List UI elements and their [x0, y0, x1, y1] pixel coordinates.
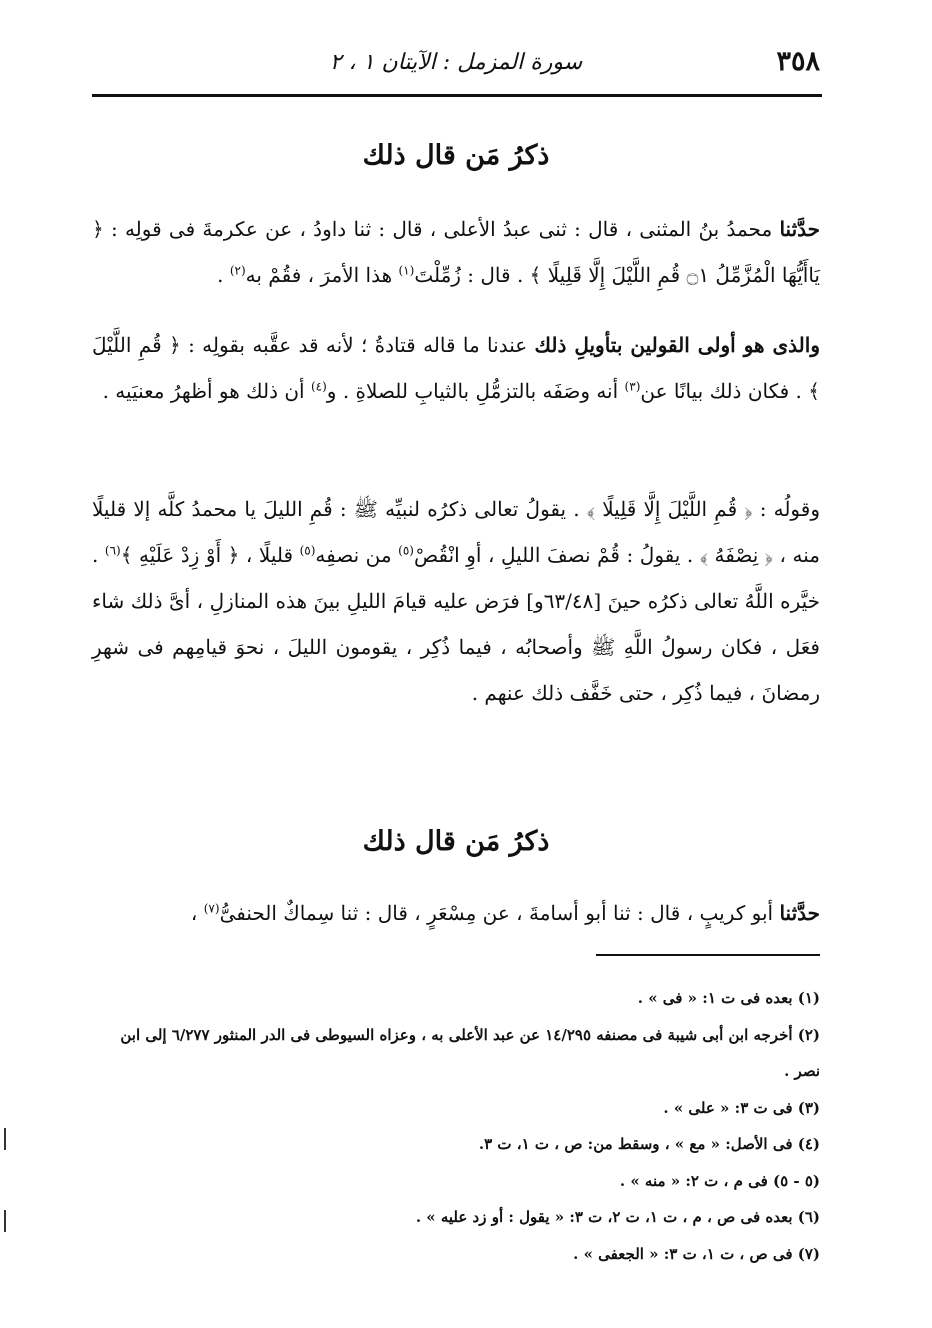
paragraph-2-text: عندنا ما قاله قتادةُ ؛ لأنه قد عقَّبه بقولِه : ﴿ قُمِ اللَّيْلَ ﴾ . فكان ذلك بيانًا عن	[92, 333, 820, 403]
paragraph-1-text: محمدُ بنُ المثنى ، قال : ثنى عبدُ الأعلى ، قال : ثنا داودُ ، عن عكرمةَ فى قولِه : ﴿ يَاأَيُّهَا الْمُزَّمِّلُ ۝١ قُمِ اللَّيْلَ إِلَّا قَلِيلًا ﴾ . قال : زُمِّلْتَ	[92, 217, 820, 287]
footnote-7: (٧) فى ص ، ت ١، ت ٣: « الجعفى » .	[573, 1244, 820, 1263]
paragraph-2	[92, 322, 820, 414]
paragraph-3-text: وقولُه : ﴿ قُمِ اللَّيْلَ إِلَّا قَلِيلًا ﴾ . يقولُ تعالى ذكرُه لنبيِّه ﷺ : قُمِ الليلَ يا محمدُ كلَّه إلا قليلًا منه ، ﴿ نِصْفَهُ ﴾ . يقولُ : قُمْ نصفَ الليلِ ، أوِ انْقُصْ	[92, 497, 820, 567]
paragraph-3	[92, 486, 820, 716]
paragraph-3-text-2: من نصفِه	[315, 543, 399, 567]
page-number: ٣٥٨	[776, 46, 820, 77]
footnote-ref-3: (٣)	[624, 379, 641, 394]
footnote-ref-6: (٦)	[104, 543, 121, 558]
margin-mark	[4, 1128, 6, 1150]
footnote-1: (١) بعده فى ت ١: « فى » .	[637, 989, 820, 1007]
footnotes	[92, 980, 820, 1272]
paragraph-1	[92, 206, 820, 298]
section-heading-2: ذكرُ مَن قال ذلك	[362, 826, 550, 857]
margin-mark	[4, 1210, 6, 1232]
footnote-rule	[596, 954, 820, 956]
paragraph-3-text-4: . خيَّره اللَّهُ تعالى ذكرُه حينَ [٦٣/٤٨و] فرَض عليه قيامَ الليلِ بينَ هذه المنازلِ ، أىَّ ذلك شاء فعَل ، فكان رسولُ اللَّهِ ﷺ وأصحابُه ، فيما ذُكِر ، يقومون الليلَ ، نحوَ قيامِهم فى شهرِ رمضانَ ، فيما ذُكِر ، حتى خَفَّف ذلك عنهم .	[92, 543, 820, 705]
running-title: سورة المزمل : الآيتان ١ ، ٢	[329, 50, 583, 75]
paragraph-1-lead: حدَّثنا	[779, 217, 820, 241]
paragraph-4-text-2: ،	[190, 901, 204, 925]
paragraph-3-text-3: قليلًا ، ﴿ أَوْ زِدْ عَلَيْهِ ﴾	[120, 543, 300, 567]
paragraph-2-text-2: أنه وصَفَه بالتزمُّلِ بالثيابِ للصلاةِ . و	[326, 379, 625, 403]
footnote-ref-4: (٤)	[310, 379, 327, 394]
paragraph-4-text: أبو كريبٍ ، قال : ثنا أبو أسامةَ ، عن مِسْعَرٍ ، قال : ثنا سِماكٌ الحنفىُّ	[219, 901, 780, 925]
footnote-ref-5b: (٥)	[299, 543, 316, 558]
paragraph-4-lead: حدَّثنا	[779, 901, 820, 925]
footnote-ref-1: (١)	[398, 263, 415, 278]
paragraph-1-text-2: هذا الأمرَ ، فقُمْ به	[245, 263, 399, 287]
paragraph-2-lead: والذى هو أولى القولين بتأويلِ ذلك	[534, 333, 820, 357]
footnote-ref-7: (٧)	[203, 901, 220, 916]
paragraph-1-text-3: .	[217, 263, 230, 287]
paragraph-4	[92, 890, 820, 936]
page-header	[92, 44, 820, 84]
section-heading-1: ذكرُ مَن قال ذلك	[362, 140, 550, 171]
footnote-4: (٤) فى الأصل: « مع » ، وسقط من: ص ، ت ١، ت ٣.	[478, 1135, 820, 1153]
footnote-5: (٥ - ٥) فى م ، ت ٢: « منه » .	[619, 1171, 820, 1190]
footnote-3: (٣) فى ت ٣: « على » .	[663, 1098, 820, 1117]
footnote-2: (٢) أخرجه ابن أبى شيبة فى مصنفه ١٤/٢٩٥ عن عبد الأعلى به ، وعزاه السيوطى فى الدر المنثور ٦/٢٧٧ إلى ابن نصر .	[120, 1025, 820, 1080]
footnote-ref-5a: (٥)	[398, 543, 414, 558]
footnote-6: (٦) بعده فى ص ، م ، ت ١، ت ٢، ت ٣: « يقول : أو زد عليه » .	[415, 1208, 820, 1226]
footnote-ref-2: (٢)	[229, 263, 246, 278]
paragraph-2-text-3: أن ذلك هو أظهرُ معنيَيه .	[102, 379, 311, 403]
header-rule	[92, 94, 822, 97]
